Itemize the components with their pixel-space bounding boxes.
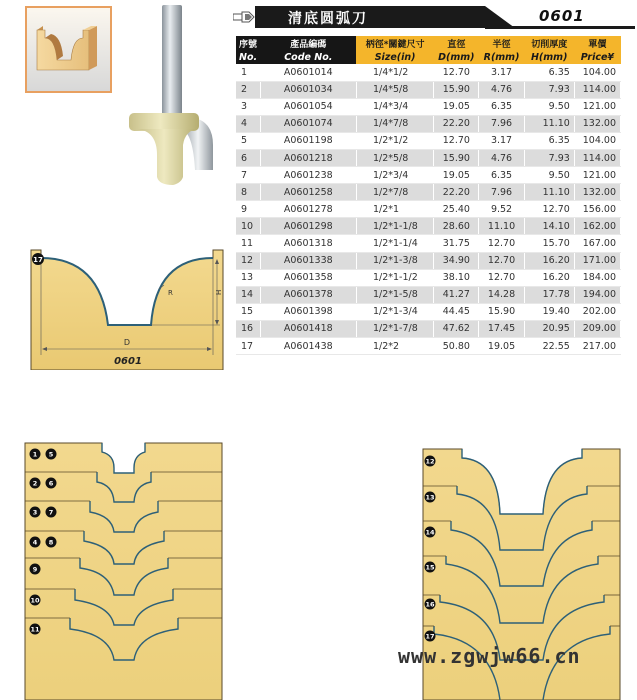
- cell-code: A0601398: [260, 303, 356, 320]
- cell-size: 1/2*1-5/8: [356, 286, 433, 303]
- cell-size: 1/4*3/4: [356, 98, 433, 115]
- profile-thumbnail: [25, 6, 112, 93]
- cell-r: 3.17: [479, 132, 524, 149]
- col-header-no-cn: 序號: [236, 36, 260, 50]
- cell-h: 17.78: [524, 286, 574, 303]
- cell-r: 4.76: [479, 81, 524, 98]
- cell-price: 114.00: [574, 149, 620, 166]
- cell-price: 184.00: [574, 269, 620, 286]
- number-badge-label: 17: [425, 632, 435, 641]
- col-header-price: Price¥: [574, 50, 620, 64]
- product-title: 清底圆弧刀: [288, 11, 368, 27]
- cell-d: 28.60: [434, 218, 479, 235]
- cell-h: 16.20: [524, 269, 574, 286]
- table-row: [236, 235, 621, 252]
- cell-price: 121.00: [574, 98, 620, 115]
- table-row: [236, 303, 621, 320]
- table-row: [236, 64, 621, 81]
- cell-code: A0601418: [260, 320, 356, 337]
- cell-no: 8: [236, 184, 260, 201]
- cell-no: 4: [236, 115, 260, 132]
- main-profile-diagram: [28, 245, 233, 370]
- cell-h: 7.93: [524, 149, 574, 166]
- number-badge-label: 3: [32, 508, 38, 517]
- cell-code: A0601034: [260, 81, 356, 98]
- number-badge-label: 2: [32, 479, 38, 488]
- cell-no: 11: [236, 235, 260, 252]
- cell-size: 1/2*1-3/8: [356, 252, 433, 269]
- col-header-r: R(mm): [479, 50, 524, 64]
- col-header-h-cn: 切削厚度: [524, 36, 574, 50]
- cell-d: 22.20: [434, 184, 479, 201]
- col-header-code-cn: 產品編碼: [260, 36, 356, 50]
- cell-price: 162.00: [574, 218, 620, 235]
- cell-size: 1/4*5/8: [356, 81, 433, 98]
- cell-code: A0601198: [260, 132, 356, 149]
- cell-r: 3.17: [479, 64, 524, 81]
- cell-r: 9.52: [479, 201, 524, 218]
- cell-h: 9.50: [524, 98, 574, 115]
- col-header-r-cn: 半徑: [479, 36, 524, 50]
- number-badge-label: 15: [425, 563, 435, 572]
- col-header-code: Code No.: [260, 50, 356, 64]
- label-d: D: [123, 338, 131, 347]
- cell-no: 3: [236, 98, 260, 115]
- badge-17-label: 17: [33, 256, 43, 264]
- cell-price: 194.00: [574, 286, 620, 303]
- cell-no: 14: [236, 286, 260, 303]
- table-row: [236, 218, 621, 235]
- cell-size: 1/2*1-1/2: [356, 269, 433, 286]
- cell-h: 7.93: [524, 81, 574, 98]
- table-row: [236, 269, 621, 286]
- table-row: [236, 115, 621, 132]
- cell-price: 171.00: [574, 252, 620, 269]
- col-header-d-cn: 直徑: [434, 36, 479, 50]
- cell-h: 19.40: [524, 303, 574, 320]
- cell-no: 16: [236, 320, 260, 337]
- cell-r: 19.05: [479, 338, 524, 355]
- cell-code: A0601278: [260, 201, 356, 218]
- cell-code: A0601258: [260, 184, 356, 201]
- cell-size: 1/2*5/8: [356, 149, 433, 166]
- cell-no: 13: [236, 269, 260, 286]
- cell-r: 6.35: [479, 98, 524, 115]
- number-badge-label: 6: [48, 479, 54, 488]
- cell-d: 12.70: [434, 132, 479, 149]
- cell-no: 17: [236, 338, 260, 355]
- cell-code: A0601438: [260, 338, 356, 355]
- cell-r: 15.90: [479, 303, 524, 320]
- col-header-price-cn: 單價: [574, 36, 620, 50]
- cell-size: 1/2*3/4: [356, 167, 433, 184]
- banner-slant: [485, 6, 515, 28]
- product-code: 0601: [539, 7, 585, 25]
- number-badge-label: 11: [30, 625, 40, 634]
- cell-r: 11.10: [479, 218, 524, 235]
- table-row: [236, 184, 621, 201]
- number-badge-label: 16: [425, 600, 435, 609]
- router-bit-arrow-icon: [233, 10, 255, 24]
- cell-code: A0601318: [260, 235, 356, 252]
- cell-h: 22.55: [524, 338, 574, 355]
- cell-no: 10: [236, 218, 260, 235]
- cell-price: 202.00: [574, 303, 620, 320]
- watermark: www.zgwjw66.cn: [398, 644, 581, 668]
- cell-no: 9: [236, 201, 260, 218]
- cell-d: 19.05: [434, 98, 479, 115]
- cell-r: 14.28: [479, 286, 524, 303]
- cell-size: 1/2*1/2: [356, 132, 433, 149]
- number-badge-label: 1: [32, 450, 38, 459]
- cell-no: 5: [236, 132, 260, 149]
- cell-d: 47.62: [434, 320, 479, 337]
- number-badge-label: 10: [30, 596, 40, 605]
- cell-no: 6: [236, 149, 260, 166]
- profiles-1-11-diagram: [24, 440, 224, 700]
- header-row-cn: [236, 36, 621, 50]
- cell-price: 114.00: [574, 81, 620, 98]
- cell-no: 15: [236, 303, 260, 320]
- cell-size: 1/2*1-1/4: [356, 235, 433, 252]
- col-header-size-cn: 柄徑*關鍵尺寸: [356, 36, 433, 50]
- cell-h: 6.35: [524, 64, 574, 81]
- cell-d: 34.90: [434, 252, 479, 269]
- cell-size: 1/2*2: [356, 338, 433, 355]
- cell-d: 22.20: [434, 115, 479, 132]
- cell-h: 6.35: [524, 132, 574, 149]
- col-header-size: Size(in): [356, 50, 433, 64]
- cell-price: 104.00: [574, 132, 620, 149]
- cell-size: 1/2*1-7/8: [356, 320, 433, 337]
- cell-r: 17.45: [479, 320, 524, 337]
- cell-r: 4.76: [479, 149, 524, 166]
- cell-d: 15.90: [434, 81, 479, 98]
- cell-h: 11.10: [524, 184, 574, 201]
- cell-code: A0601338: [260, 252, 356, 269]
- cell-price: 167.00: [574, 235, 620, 252]
- cell-d: 15.90: [434, 149, 479, 166]
- table-row: [236, 286, 621, 303]
- banner-underline: [485, 26, 635, 29]
- cell-code: A0601218: [260, 149, 356, 166]
- number-badge-label: 4: [32, 538, 38, 547]
- cell-d: 19.05: [434, 167, 479, 184]
- number-badge-label: 9: [32, 565, 38, 574]
- cell-size: 1/2*7/8: [356, 184, 433, 201]
- cell-r: 6.35: [479, 167, 524, 184]
- cell-h: 14.10: [524, 218, 574, 235]
- number-badge-label: 14: [425, 528, 435, 537]
- cell-r: 7.96: [479, 115, 524, 132]
- table-row: [236, 252, 621, 269]
- cell-r: 12.70: [479, 252, 524, 269]
- cell-h: 9.50: [524, 167, 574, 184]
- cell-code: A0601074: [260, 115, 356, 132]
- cell-r: 7.96: [479, 184, 524, 201]
- table-row: [236, 320, 621, 337]
- cell-d: 38.10: [434, 269, 479, 286]
- cell-code: A0601054: [260, 98, 356, 115]
- cell-h: 16.20: [524, 252, 574, 269]
- diagram-code: 0601: [114, 356, 142, 367]
- cell-d: 31.75: [434, 235, 479, 252]
- number-badge-label: 13: [425, 493, 435, 502]
- cell-r: 12.70: [479, 269, 524, 286]
- title-banner: [233, 6, 635, 28]
- table-row: [236, 149, 621, 166]
- cell-no: 7: [236, 167, 260, 184]
- spec-table: [236, 36, 621, 355]
- cell-size: 1/4*7/8: [356, 115, 433, 132]
- table-row: [236, 338, 621, 355]
- table-row: [236, 132, 621, 149]
- number-badge-label: 5: [48, 450, 54, 459]
- number-badge-label: 7: [48, 508, 54, 517]
- number-badge-label: 12: [425, 457, 435, 466]
- cell-no: 2: [236, 81, 260, 98]
- cell-r: 12.70: [479, 235, 524, 252]
- table-row: [236, 167, 621, 184]
- cell-size: 1/4*1/2: [356, 64, 433, 81]
- cell-code: A0601298: [260, 218, 356, 235]
- cell-d: 44.45: [434, 303, 479, 320]
- col-header-no: No.: [236, 50, 260, 64]
- table-row: [236, 81, 621, 98]
- cell-d: 41.27: [434, 286, 479, 303]
- cell-price: 209.00: [574, 320, 620, 337]
- cell-h: 11.10: [524, 115, 574, 132]
- cell-code: A0601378: [260, 286, 356, 303]
- cell-size: 1/2*1-3/4: [356, 303, 433, 320]
- cell-no: 1: [236, 64, 260, 81]
- cell-price: 217.00: [574, 338, 620, 355]
- number-badge-label: 8: [48, 538, 54, 547]
- cell-d: 50.80: [434, 338, 479, 355]
- table-row: [236, 98, 621, 115]
- cell-size: 1/2*1: [356, 201, 433, 218]
- cell-d: 12.70: [434, 64, 479, 81]
- cell-d: 25.40: [434, 201, 479, 218]
- cell-price: 121.00: [574, 167, 620, 184]
- label-r: R: [168, 289, 173, 297]
- cell-size: 1/2*1-1/8: [356, 218, 433, 235]
- table-row: [236, 201, 621, 218]
- cell-code: A0601238: [260, 167, 356, 184]
- cell-code: A0601014: [260, 64, 356, 81]
- cell-h: 12.70: [524, 201, 574, 218]
- col-header-h: H(mm): [524, 50, 574, 64]
- cell-code: A0601358: [260, 269, 356, 286]
- cell-price: 104.00: [574, 64, 620, 81]
- cell-price: 156.00: [574, 201, 620, 218]
- label-h: H: [215, 289, 223, 295]
- router-bit-image: [125, 5, 220, 190]
- cell-h: 20.95: [524, 320, 574, 337]
- cell-price: 132.00: [574, 184, 620, 201]
- cell-h: 15.70: [524, 235, 574, 252]
- col-header-d: D(mm): [434, 50, 479, 64]
- header-row-en: [236, 50, 621, 64]
- cell-price: 132.00: [574, 115, 620, 132]
- wood-profile-3d-icon: [27, 8, 110, 91]
- cell-no: 12: [236, 252, 260, 269]
